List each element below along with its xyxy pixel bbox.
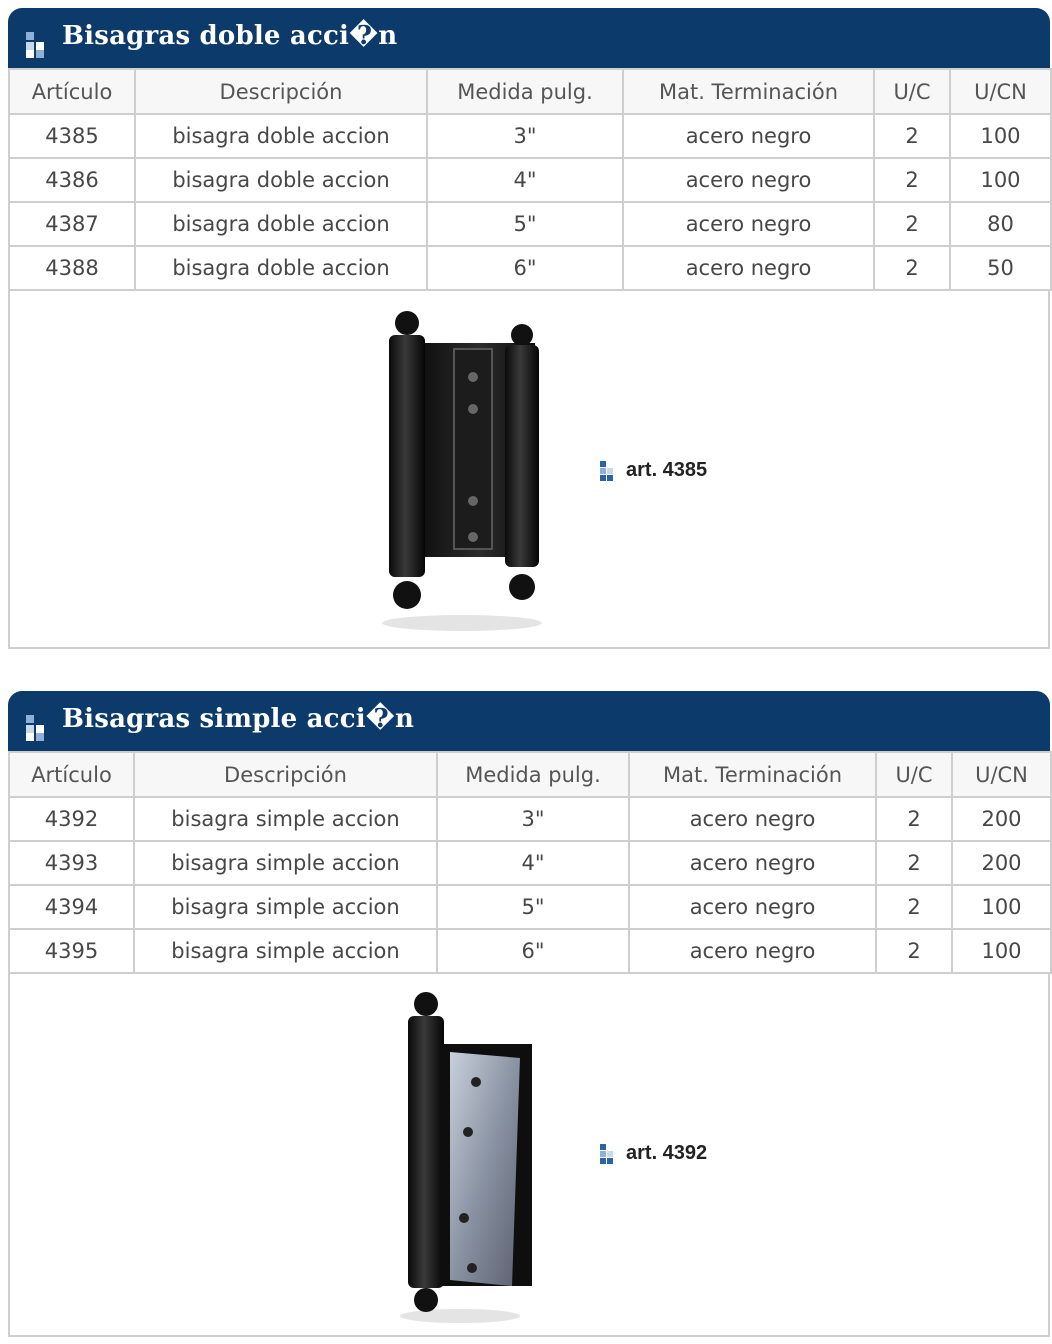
table-header-row xyxy=(9,69,1051,114)
cell-terminacion: acero negro xyxy=(623,158,874,202)
table-row xyxy=(9,841,1051,885)
cell-medida: 5" xyxy=(437,885,629,929)
cell-uc: 2 xyxy=(876,929,952,973)
col-header-medida: Medida pulg. xyxy=(437,752,629,797)
table-row xyxy=(9,114,1051,158)
table-row xyxy=(9,158,1051,202)
caption-text: art. 4385 xyxy=(626,459,708,481)
cell-descripcion: bisagra doble accion xyxy=(135,114,427,158)
cell-uc: 2 xyxy=(874,202,950,246)
product-caption xyxy=(626,1142,707,1165)
product-image-area xyxy=(8,974,1050,1337)
cell-uc: 2 xyxy=(874,158,950,202)
cell-descripcion: bisagra simple accion xyxy=(134,885,437,929)
cell-terminacion: acero negro xyxy=(629,929,876,973)
col-header-medida: Medida pulg. xyxy=(427,69,623,114)
cell-ucn: 200 xyxy=(952,841,1051,885)
cell-uc: 2 xyxy=(874,114,950,158)
cell-terminacion: acero negro xyxy=(623,202,874,246)
col-header-terminacion: Mat. Terminación xyxy=(629,752,876,797)
cell-terminacion: acero negro xyxy=(629,797,876,841)
cell-ucn: 80 xyxy=(950,202,1051,246)
table-row xyxy=(9,202,1051,246)
cell-medida: 4" xyxy=(437,841,629,885)
col-header-terminacion: Mat. Terminación xyxy=(623,69,874,114)
col-header-uc: U/C xyxy=(876,752,952,797)
blocks-icon xyxy=(26,32,52,58)
cell-medida: 4" xyxy=(427,158,623,202)
single-action-hinge-image xyxy=(380,986,550,1326)
cell-uc: 2 xyxy=(876,885,952,929)
double-action-hinge-image xyxy=(362,305,562,635)
table-row xyxy=(9,797,1051,841)
table-row xyxy=(9,885,1051,929)
blocks-icon xyxy=(600,461,620,481)
cell-ucn: 100 xyxy=(950,158,1051,202)
col-header-articulo: Artículo xyxy=(9,69,135,114)
product-table xyxy=(8,751,1052,974)
cell-descripcion: bisagra doble accion xyxy=(135,202,427,246)
col-header-ucn: U/CN xyxy=(950,69,1051,114)
cell-articulo: 4386 xyxy=(9,158,135,202)
col-header-descripcion: Descripción xyxy=(134,752,437,797)
table-row xyxy=(9,929,1051,973)
cell-descripcion: bisagra doble accion xyxy=(135,158,427,202)
cell-medida: 5" xyxy=(427,202,623,246)
cell-ucn: 100 xyxy=(950,114,1051,158)
cell-ucn: 50 xyxy=(950,246,1051,290)
cell-articulo: 4395 xyxy=(9,929,134,973)
cell-terminacion: acero negro xyxy=(629,885,876,929)
cell-descripcion: bisagra simple accion xyxy=(134,841,437,885)
product-caption xyxy=(626,459,707,482)
blocks-icon xyxy=(600,1144,620,1164)
cell-terminacion: acero negro xyxy=(623,246,874,290)
cell-articulo: 4388 xyxy=(9,246,135,290)
cell-medida: 6" xyxy=(437,929,629,973)
cell-ucn: 100 xyxy=(952,929,1051,973)
cell-ucn: 100 xyxy=(952,885,1051,929)
caption-text: art. 4392 xyxy=(626,1142,708,1164)
table-header-row xyxy=(9,752,1051,797)
cell-terminacion: acero negro xyxy=(623,114,874,158)
cell-uc: 2 xyxy=(876,797,952,841)
col-header-articulo: Artículo xyxy=(9,752,134,797)
col-header-descripcion: Descripción xyxy=(135,69,427,114)
cell-medida: 6" xyxy=(427,246,623,290)
col-header-ucn: U/CN xyxy=(952,752,1051,797)
col-header-uc: U/C xyxy=(874,69,950,114)
cell-terminacion: acero negro xyxy=(629,841,876,885)
section-header xyxy=(8,8,1050,68)
cell-descripcion: bisagra simple accion xyxy=(134,797,437,841)
cell-articulo: 4394 xyxy=(9,885,134,929)
cell-descripcion: bisagra simple accion xyxy=(134,929,437,973)
section-title: Bisagras doble acci�n xyxy=(62,21,398,51)
cell-articulo: 4387 xyxy=(9,202,135,246)
cell-medida: 3" xyxy=(427,114,623,158)
cell-articulo: 4385 xyxy=(9,114,135,158)
blocks-icon xyxy=(26,715,52,741)
section-doble-accion xyxy=(8,8,1050,649)
product-image-area xyxy=(8,291,1050,649)
cell-medida: 3" xyxy=(437,797,629,841)
cell-articulo: 4392 xyxy=(9,797,134,841)
table-row xyxy=(9,246,1051,290)
cell-uc: 2 xyxy=(876,841,952,885)
cell-descripcion: bisagra doble accion xyxy=(135,246,427,290)
section-title: Bisagras simple acci�n xyxy=(62,704,415,734)
section-header xyxy=(8,691,1050,751)
section-simple-accion xyxy=(8,691,1050,1337)
cell-articulo: 4393 xyxy=(9,841,134,885)
product-table xyxy=(8,68,1052,291)
cell-uc: 2 xyxy=(874,246,950,290)
cell-ucn: 200 xyxy=(952,797,1051,841)
